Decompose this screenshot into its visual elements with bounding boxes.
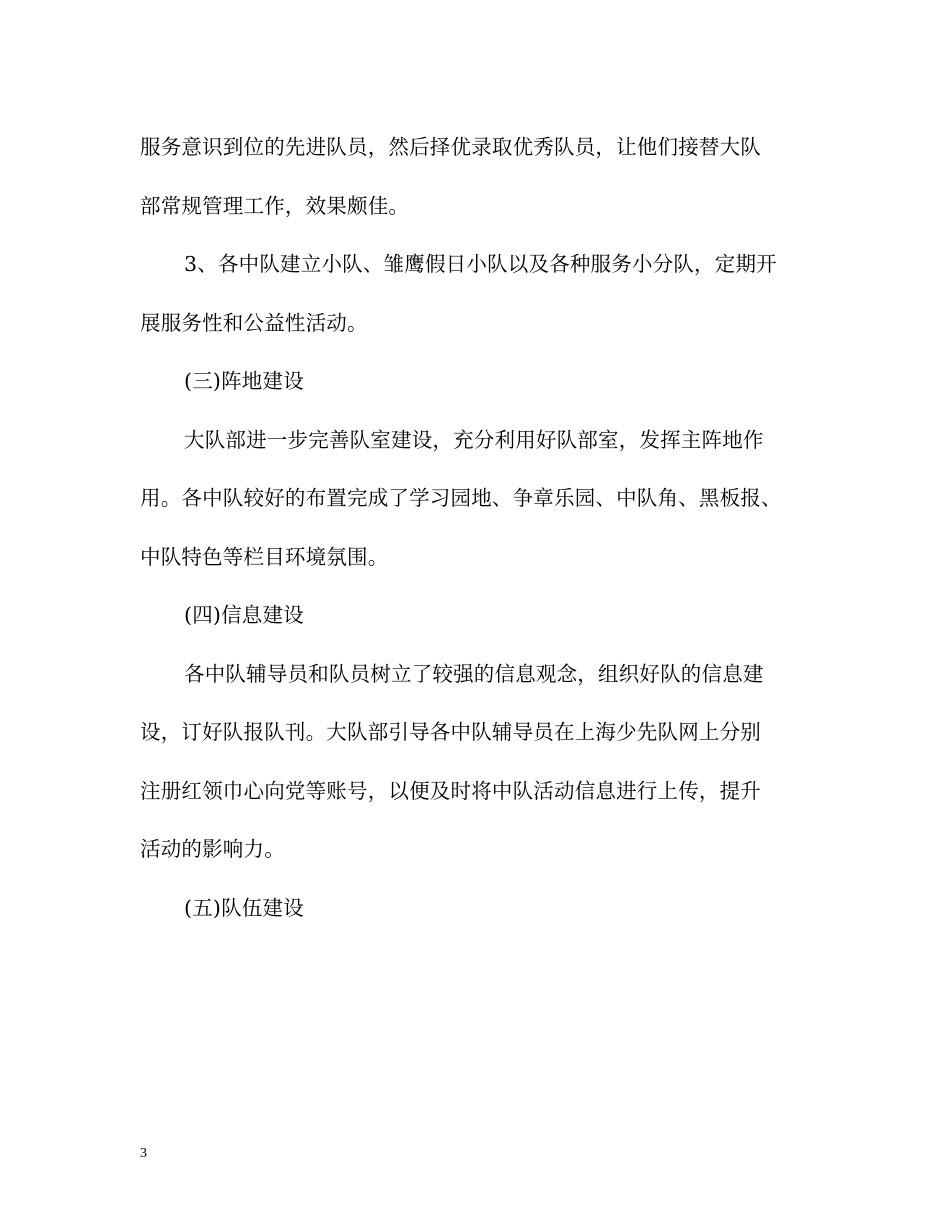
page-number: 3	[140, 1146, 147, 1161]
text-line: 3、各中队建立小队、雏鹰假日小队以及各种服务小分队，定期开	[184, 252, 777, 276]
text-line: 活动的影响力。	[140, 837, 285, 861]
text-line: 部常规管理工作，效果颇佳。	[140, 193, 410, 218]
section-heading: (四)信息建设	[184, 603, 304, 627]
text-line: 中队特色等栏目环境氛围。	[140, 544, 389, 569]
document-body	[140, 118, 810, 937]
text-line: 各中队辅导员和队员树立了较强的信息观念，组织好队的信息建	[184, 661, 764, 686]
text-line: 设，订好队报队刊。大队部引导各中队辅导员在上海少先队网上分别	[140, 720, 761, 744]
text-line: 大队部进一步完善队室建设，充分利用好队部室，发挥主阵地作	[184, 427, 764, 452]
text-line: 服务意识到位的先进队员，然后择优录取优秀队员，让他们接替大队	[140, 135, 761, 159]
text-line: 展服务性和公益性活动。	[140, 310, 368, 335]
text-line: 注册红领巾心向党等账号，以便及时将中队活动信息进行上传，提升	[140, 778, 761, 803]
section-heading: (三)阵地建设	[184, 369, 304, 393]
section-heading: (五)队伍建设	[184, 895, 304, 920]
text-line: 用。各中队较好的布置完成了学习园地、争章乐园、中队角、黑板报、	[140, 486, 782, 510]
